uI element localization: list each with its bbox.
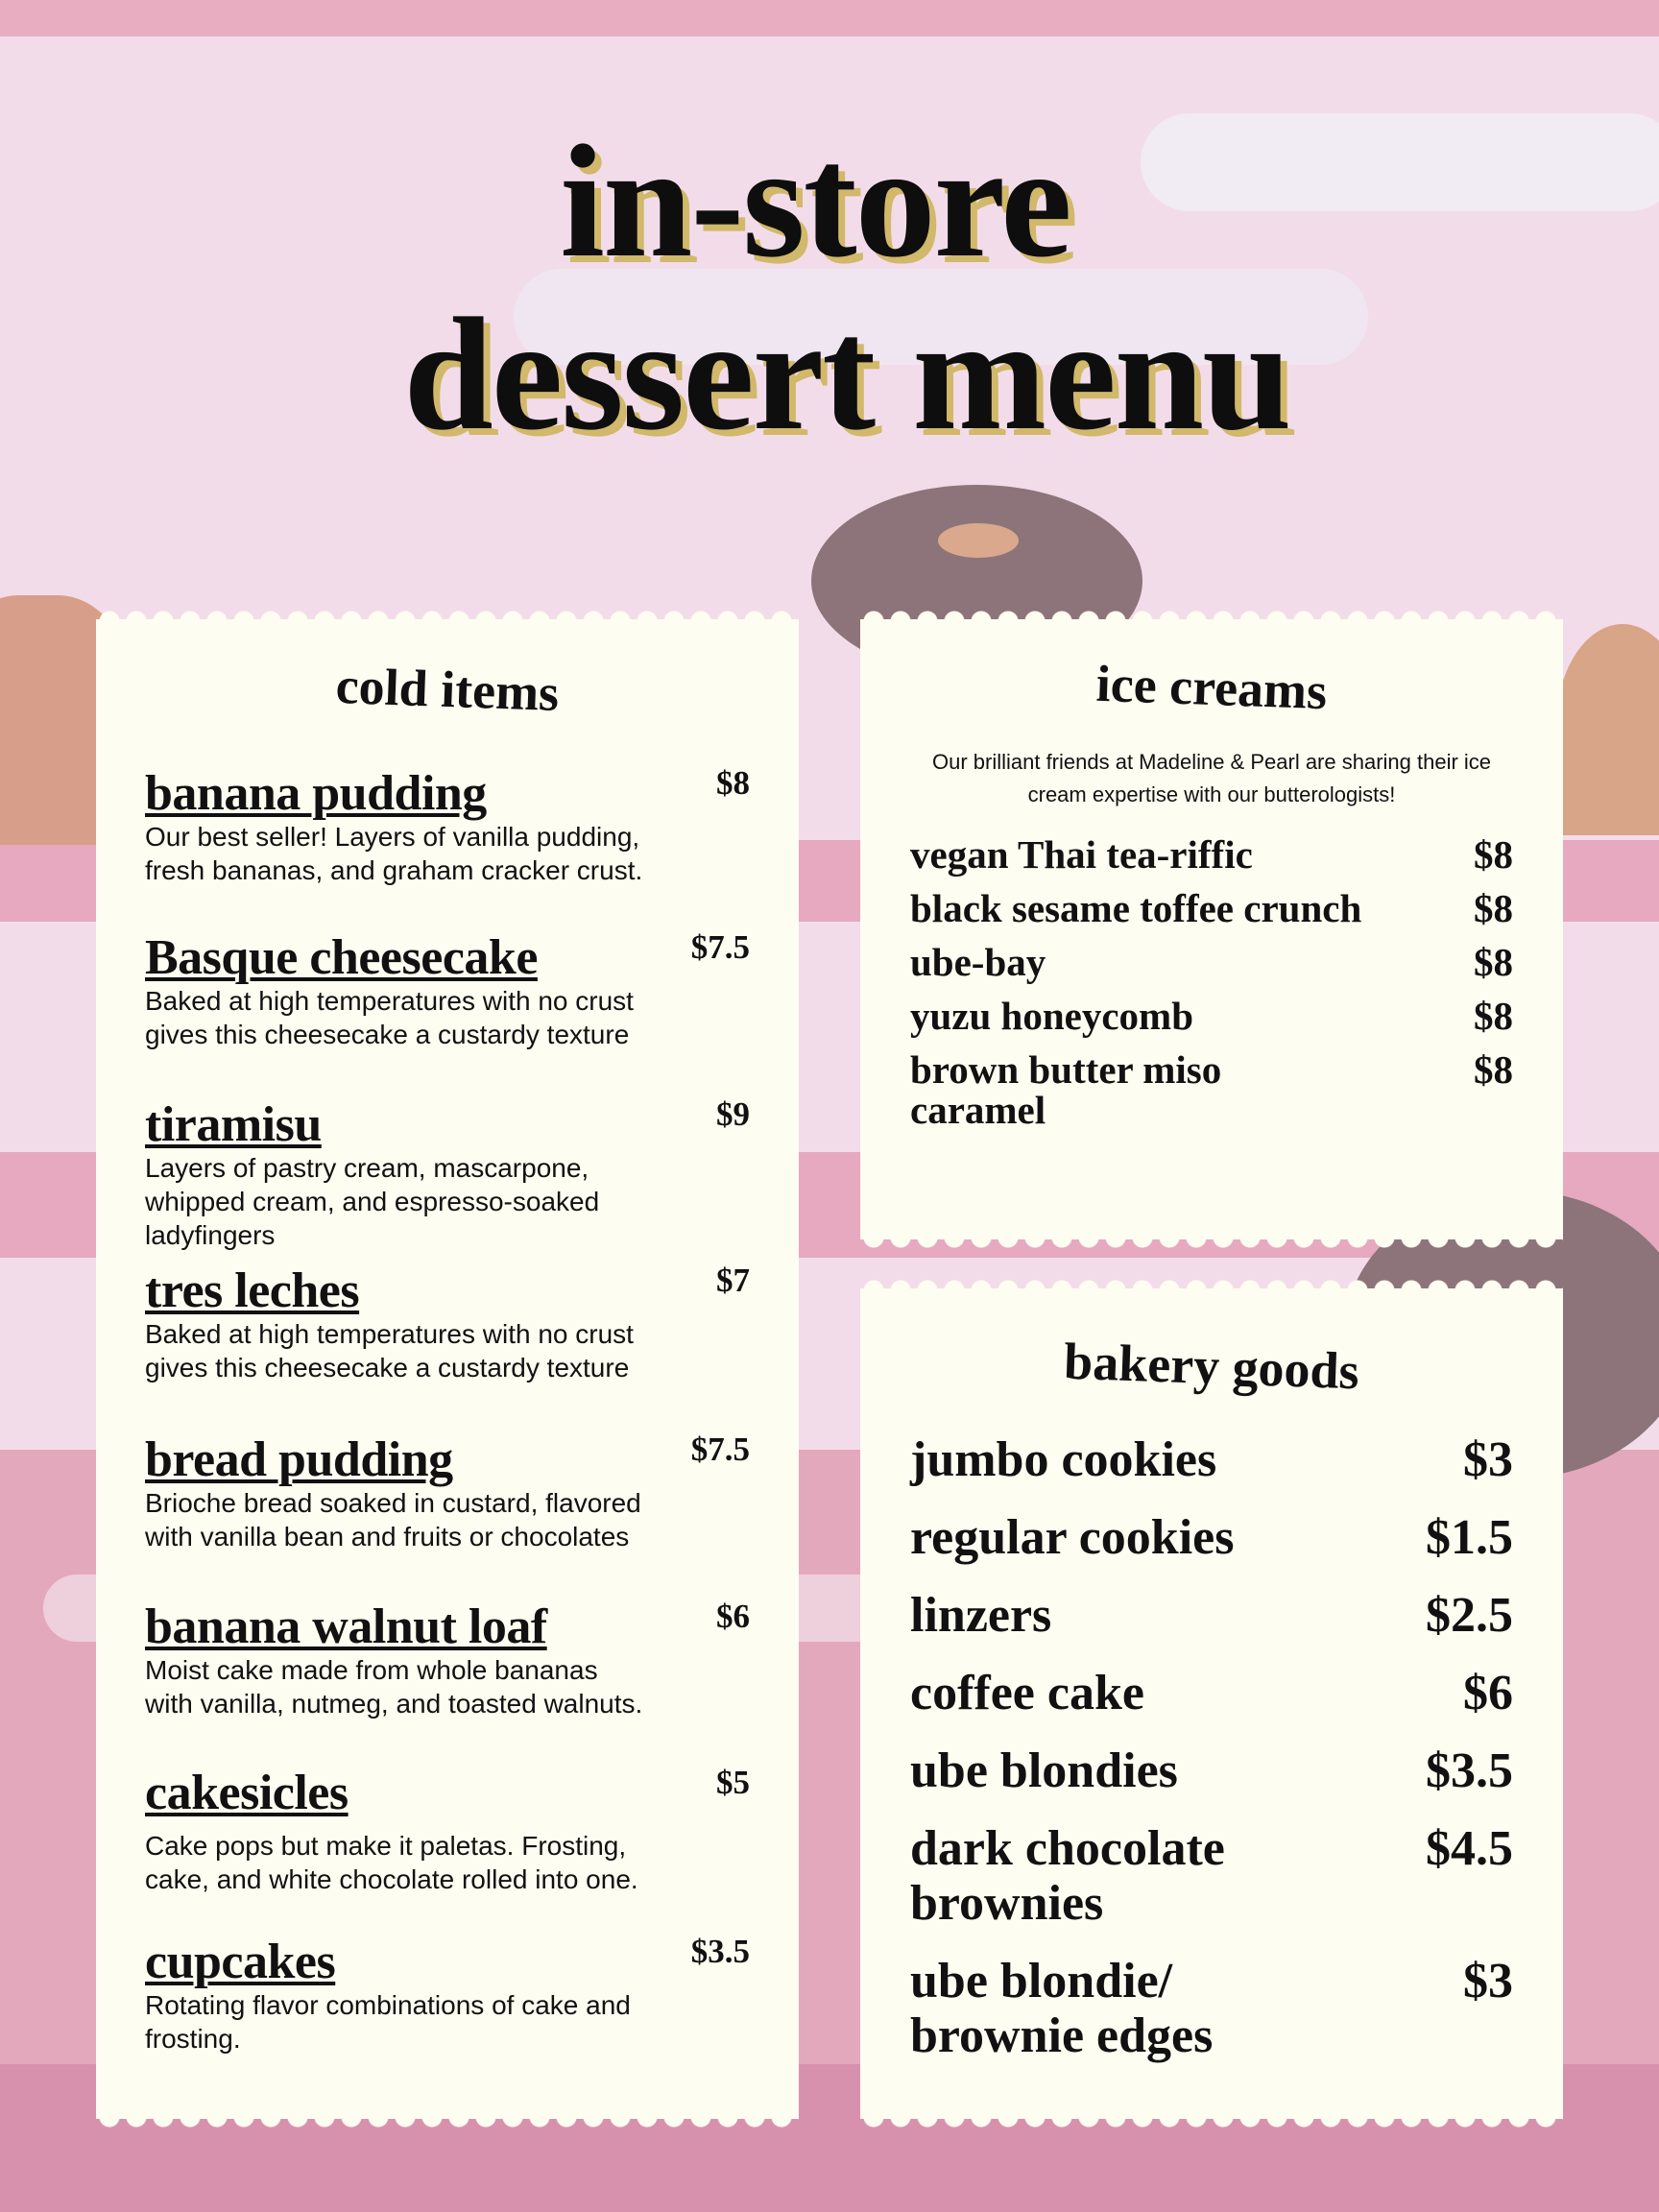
item-name: bread pudding: [145, 1432, 453, 1487]
item-name: ube-bay: [910, 940, 1046, 984]
item-name: cupcakes: [145, 1935, 336, 1989]
menu-item: [145, 764, 750, 887]
item-price: $3.5: [1426, 1743, 1513, 1798]
ice-creams-heading: ice creams: [1094, 654, 1329, 721]
cold-items-heading: cold items: [334, 656, 561, 723]
item-name: yuzu honeycomb: [910, 994, 1194, 1038]
ice-creams-card: [860, 619, 1563, 1239]
item-description: Rotating flavor combinations of cake and frosting.: [145, 1990, 631, 2054]
item-price: $8: [1474, 994, 1513, 1038]
item-name: vegan Thai tea-riffic: [910, 832, 1253, 877]
item-price: $3.5: [690, 1933, 750, 1970]
item-name: ube blondies: [910, 1743, 1178, 1798]
item-price: $7.5: [690, 928, 750, 966]
item-description: Moist cake made from whole bananas with vanilla, nutmeg, and toasted walnuts.: [145, 1655, 643, 1719]
menu-item: [145, 1095, 750, 1252]
item-price: $8: [1474, 940, 1513, 984]
bakery-item: [910, 1821, 1513, 1931]
item-price: $8: [1474, 832, 1513, 877]
item-name: tiramisu: [145, 1097, 322, 1152]
ice-cream-item: [910, 888, 1513, 928]
item-price: $5: [716, 1764, 750, 1801]
title-line-2: dessert menu: [403, 285, 1290, 464]
item-description: Baked at high temperatures with no crust gives this cheesecake a custardy texture: [145, 986, 634, 1049]
item-name: jumbo cookies: [910, 1432, 1217, 1487]
item-name: ube blondie/ brownie edges: [910, 1954, 1214, 2063]
bakery-item: [910, 1510, 1513, 1565]
item-price: $8: [1474, 886, 1513, 930]
item-price: $3: [1463, 1954, 1513, 2008]
bakery-item: [910, 1588, 1513, 1643]
item-name: banana pudding: [145, 766, 487, 821]
menu-item: [145, 1764, 750, 1896]
item-price: $3: [1463, 1432, 1513, 1487]
ice-creams-intro: Our brilliant friends at Madeline & Pearl are sharing their ice cream expertise with our butterologists!: [931, 750, 1492, 806]
item-price: $4.5: [1426, 1821, 1513, 1876]
bakery-item: [910, 1954, 1513, 2063]
cold-items-card: [96, 619, 799, 2119]
item-name: cakesicles: [145, 1766, 349, 1820]
menu-item: [145, 1933, 750, 2056]
menu-item: [145, 1598, 750, 1720]
item-price: $1.5: [1426, 1510, 1513, 1565]
bakery-goods-card: [860, 1288, 1563, 2119]
item-description: Our best seller! Layers of vanilla pudding, fresh bananas, and graham cracker crust.: [145, 822, 643, 885]
item-description: Brioche bread soaked in custard, flavored with vanilla bean and fruits or chocolates: [145, 1488, 641, 1551]
item-description: Baked at high temperatures with no crust gives this cheesecake a custardy texture: [145, 1319, 634, 1382]
menu-item: [145, 1262, 750, 1384]
item-price: $6: [1463, 1666, 1513, 1720]
cupcake-icon: [1555, 624, 1659, 835]
item-name: banana walnut loaf: [145, 1599, 547, 1654]
item-price: $6: [716, 1598, 750, 1635]
item-name: linzers: [910, 1588, 1052, 1643]
ice-cream-item: [910, 942, 1513, 982]
item-price: $7.5: [690, 1431, 750, 1468]
ice-cream-item: [910, 996, 1513, 1036]
bakery-item: [910, 1432, 1513, 1487]
menu-item: [145, 1431, 750, 1553]
menu-item: [145, 928, 750, 1051]
item-name: Basque cheesecake: [145, 930, 538, 985]
ice-cream-item: [910, 1049, 1513, 1130]
item-name: black sesame toffee crunch: [910, 886, 1362, 930]
item-price: $8: [716, 764, 750, 802]
item-description: Layers of pastry cream, mascarpone, whipped cream, and espresso-soaked ladyfingers: [145, 1153, 600, 1250]
bakery-goods-heading: bakery goods: [1063, 1332, 1360, 1401]
item-price: $7: [716, 1262, 750, 1299]
top-band: [0, 0, 1659, 36]
bakery-item: [910, 1743, 1513, 1798]
item-name: dark chocolate brownies: [910, 1821, 1225, 1931]
item-name: regular cookies: [910, 1510, 1235, 1565]
item-name: coffee cake: [910, 1666, 1144, 1720]
item-price: $9: [716, 1095, 750, 1133]
ice-cream-item: [910, 834, 1513, 875]
item-name: tres leches: [145, 1263, 360, 1318]
item-name: brown butter miso caramel: [910, 1047, 1222, 1132]
item-price: $2.5: [1426, 1588, 1513, 1643]
item-price: $8: [1474, 1047, 1513, 1092]
bakery-item: [910, 1666, 1513, 1720]
item-description: Cake pops but make it paletas. Frosting, cake, and white chocolate rolled into one.: [145, 1831, 638, 1894]
title-line-1: in-store: [560, 112, 1070, 291]
